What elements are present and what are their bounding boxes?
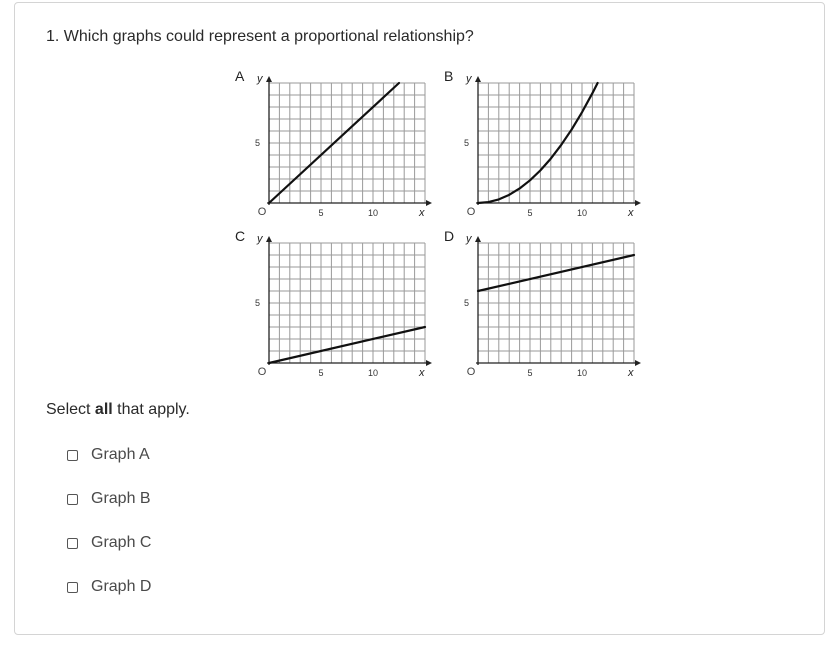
- graph-c-series-line: [269, 327, 425, 363]
- graph-d-origin-label: O: [466, 366, 476, 378]
- graph-d-x-label: x: [628, 367, 634, 379]
- option-graph-d[interactable]: [67, 575, 151, 599]
- graph-a-origin-label: O: [257, 206, 267, 218]
- graph-b-x-arrow-icon: [635, 200, 641, 206]
- option-graph-c[interactable]: [67, 531, 151, 555]
- checkbox-icon[interactable]: [67, 494, 78, 505]
- graph-b-x-label: x: [628, 207, 634, 219]
- graph-d-y-label: y: [466, 233, 472, 245]
- graphs-svg: [215, 65, 655, 390]
- graph-a-x-label: x: [419, 207, 425, 219]
- graph-c-origin-label: O: [257, 366, 267, 378]
- graph-b-y-arrow-icon: [475, 76, 481, 82]
- graph-d-x-tick-label: 10: [576, 368, 588, 378]
- graph-d-y-arrow-icon: [475, 236, 481, 242]
- graph-a-y-arrow-icon: [266, 76, 272, 82]
- graph-a-x-tick-label: 10: [367, 208, 379, 218]
- graph-d-x-arrow-icon: [635, 360, 641, 366]
- answer-options: [67, 443, 151, 619]
- graph-c-title: C: [235, 228, 246, 244]
- graph-a-title: A: [235, 68, 245, 84]
- graph-b-x-tick-label: 5: [527, 208, 533, 218]
- graph-b-x-tick-label: 10: [576, 208, 588, 218]
- option-graph-a[interactable]: [67, 443, 151, 467]
- option-label: Graph C: [91, 534, 152, 551]
- instruction-emphasis: all: [94, 401, 113, 418]
- graph-a-y-tick-label: 5: [254, 138, 260, 148]
- graph-b-y-tick-label: 5: [463, 138, 469, 148]
- checkbox-icon[interactable]: [67, 582, 78, 593]
- graph-d-title: D: [444, 228, 455, 244]
- option-label: Graph A: [91, 446, 150, 463]
- question-text: 1. Which graphs could represent a proportional relationship?: [46, 28, 474, 45]
- option-graph-b[interactable]: [67, 487, 151, 511]
- instruction-suffix: that apply.: [112, 401, 190, 418]
- graph-c-x-arrow-icon: [426, 360, 432, 366]
- checkbox-icon[interactable]: [67, 538, 78, 549]
- option-label: Graph D: [91, 578, 152, 595]
- instruction-text: [46, 401, 190, 419]
- graph-c-x-tick-label: 10: [367, 368, 379, 378]
- question-card: [14, 2, 825, 635]
- graph-c-x-tick-label: 5: [318, 368, 324, 378]
- graph-d-x-tick-label: 5: [527, 368, 533, 378]
- graph-b-origin-label: O: [466, 206, 476, 218]
- graph-a-x-arrow-icon: [426, 200, 432, 206]
- option-label: Graph B: [91, 490, 151, 507]
- graph-c-x-label: x: [419, 367, 425, 379]
- instruction-prefix: Select: [46, 401, 95, 418]
- graph-c-y-label: y: [257, 233, 263, 245]
- graph-d-series-line: [478, 255, 634, 291]
- graph-b-y-label: y: [466, 73, 472, 85]
- graph-b-title: B: [444, 68, 454, 84]
- graph-c-y-arrow-icon: [266, 236, 272, 242]
- graph-c-y-tick-label: 5: [254, 298, 260, 308]
- checkbox-icon[interactable]: [67, 450, 78, 461]
- graph-a-y-label: y: [257, 73, 263, 85]
- graphs-figure: [215, 65, 655, 390]
- graph-a-x-tick-label: 5: [318, 208, 324, 218]
- graph-d-y-tick-label: 5: [463, 298, 469, 308]
